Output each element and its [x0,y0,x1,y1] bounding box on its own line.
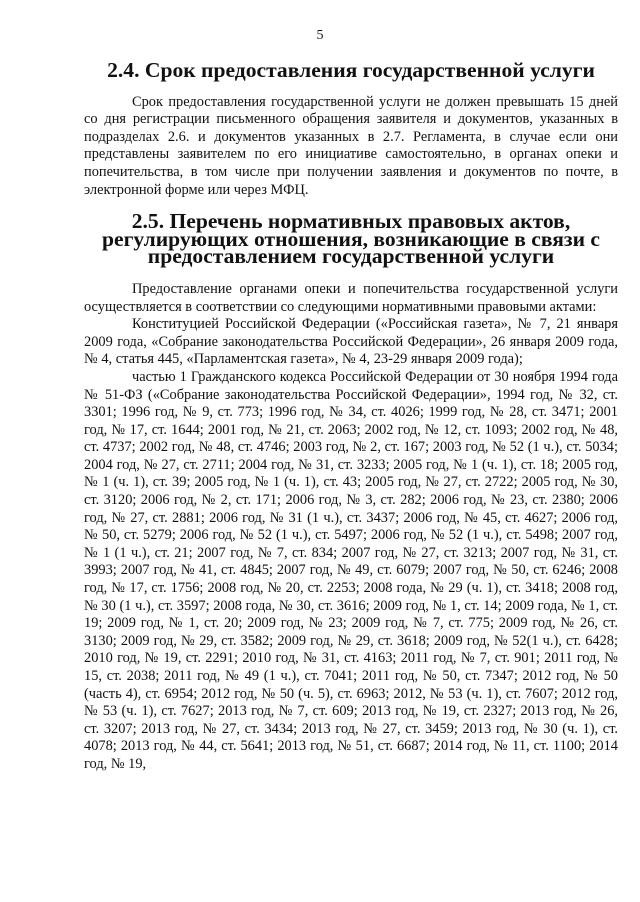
section-2-5-intro-paragraph: Предоставление органами опеки и попечительства государственной услуги осуществляется в соответствии со следующими нормативными правовыми актами: [84,280,618,315]
page-number: 5 [316,28,324,43]
section-2-5-heading-line: регулирующих отношения, возникающие в связи с [101,226,601,251]
section-2-5-heading [84,209,618,269]
document-content [84,58,618,774]
section-2-4-heading: 2.4. Срок предоставления государственной услуги [107,58,595,82]
section-2-5-heading-line: предоставлением государственной услуги [147,244,555,269]
constitution-paragraph: Конституцией Российской Федерации («Российская газета», № 7, 21 января 2009 года, «Собрание законодательства Российской Федерации», 26 января 2009 года, № 4, статья 445, «Парламентская газета», № 4, 23-29 января 2009 года); [84,316,618,368]
section-2-5-heading-line: 2.5. Перечень нормативных правовых актов, [131,209,571,234]
section-2-4-paragraph: Срок предоставления государственной услуги не должен превышать 15 дней со дня регистрации письменного обращения заявителя и документов, указанных в подразделах 2.6. и документов указанных в 2.7. Регламента, в случае если они представлены заявителем по его инициативе самостоятельно, в органах опеки и попечительства, в том числе при получении заявления и документов по почте, в электронной форме или через МФЦ. [84,93,618,198]
civil-code-paragraph: частью 1 Гражданского кодекса Российской Федерации от 30 ноября 1994 года № 51-ФЗ («Собрание законодательства Российской Федерации», 1994 год, № 32, ст. 3301; 1996 год, № 9, ст. 773; 1996 год, № 34, ст. 4026; 1999 год, № 28, ст. 3471; 2001 год, № 17, ст. 1644; 2001 год, № 21, ст. 2063; 2002 год, № 12, ст. 1093; 2002 год, № 48, ст. 4737; 2002 год, № 48, ст. 4746; 2003 год, № 2, ст. 167; 2003 год, № 52 (1 ч.), ст. 5034; 2004 год, № 27, ст. 2711; 2004 год, № 31, ст. 3233; 2005 год, № 1 (ч. 1), ст. 18; 2005 год, № 1 (ч. 1), ст. 39; 2005 год, № 1 (ч. 1), ст. 43; 2005 год, № 27, ст. 2722; 2005 год, № 30, ст. 3120; 2006 год, № 2, ст. 171; 2006 год, № 3, ст. 282; 2006 год, № 23, ст. 2380; 2006 год, № 27, ст. 2881; 2006 год, № 31 (1 ч.), ст. 3437; 2006 год, № 45, ст. 4627; 2006 год, № 50, ст. 5279; 2006 год, № 52 (1 ч.), ст. 5497; 2006 год, № 52 (1 ч.), ст. 5498; 2007 год, № 1 (1 ч.), ст. 21; 2007 год, № 7, ст. 834; 2007 год, № 27, ст. 3213; 2007 год, № 31, ст. 3993; 2007 год, № 41, ст. 4845; 2007 год, № 49, ст. 6079; 2007 год, № 50, ст. 6246; 2008 год, № 17, ст. 1756; 2008 год, № 20, ст. 2253; 2008 года, № 29 (ч. 1), ст. 3418; 2008 год, № 30 (1 ч.), ст. 3597; 2008 года, № 30, ст. 3616; 2009 год, № 1, ст. 14; 2009 года, № 1, ст. 19; 2009 год, № 1, ст. 20; 2009 год, № 23; 2009 год, № 7, ст. 775; 2009 год, № 26, ст. 3130; 2009 год, № 29, ст. 3582; 2009 год, № 29, ст. 3618; 2009 год, № 52(1 ч.), ст. 6428; 2010 год, № 19, ст. 2291; 2010 год, № 31, ст. 4163; 2011 год, № 7, ст. 901; 2011 год, № 15, ст. 2038; 2011 год, № 49 (1 ч.), ст. 7041; 2011 год, № 50, ст. 7347; 2012 год, № 50 (часть 4), ст. 6954; 2012 год, № 50 (ч. 5), ст. 6963; 2012, № 53 (ч. 1), ст. 7607; 2012 год, № 53 (ч. 1), ст. 7627; 2013 год, № 7, ст. 609; 2013 год, № 19, ст. 2327; 2013 год, № 26, ст. 3207; 2013 год, № 27, ст. 3434; 2013 год, № 27, ст. 3459; 2013 год, № 30 (ч. 1), ст. 4078; 2013 год, № 44, ст. 5641; 2013 год, № 51, ст. 6687; 2014 год, № 11, ст. 1100; 2014 год, № 19, [84,368,618,772]
